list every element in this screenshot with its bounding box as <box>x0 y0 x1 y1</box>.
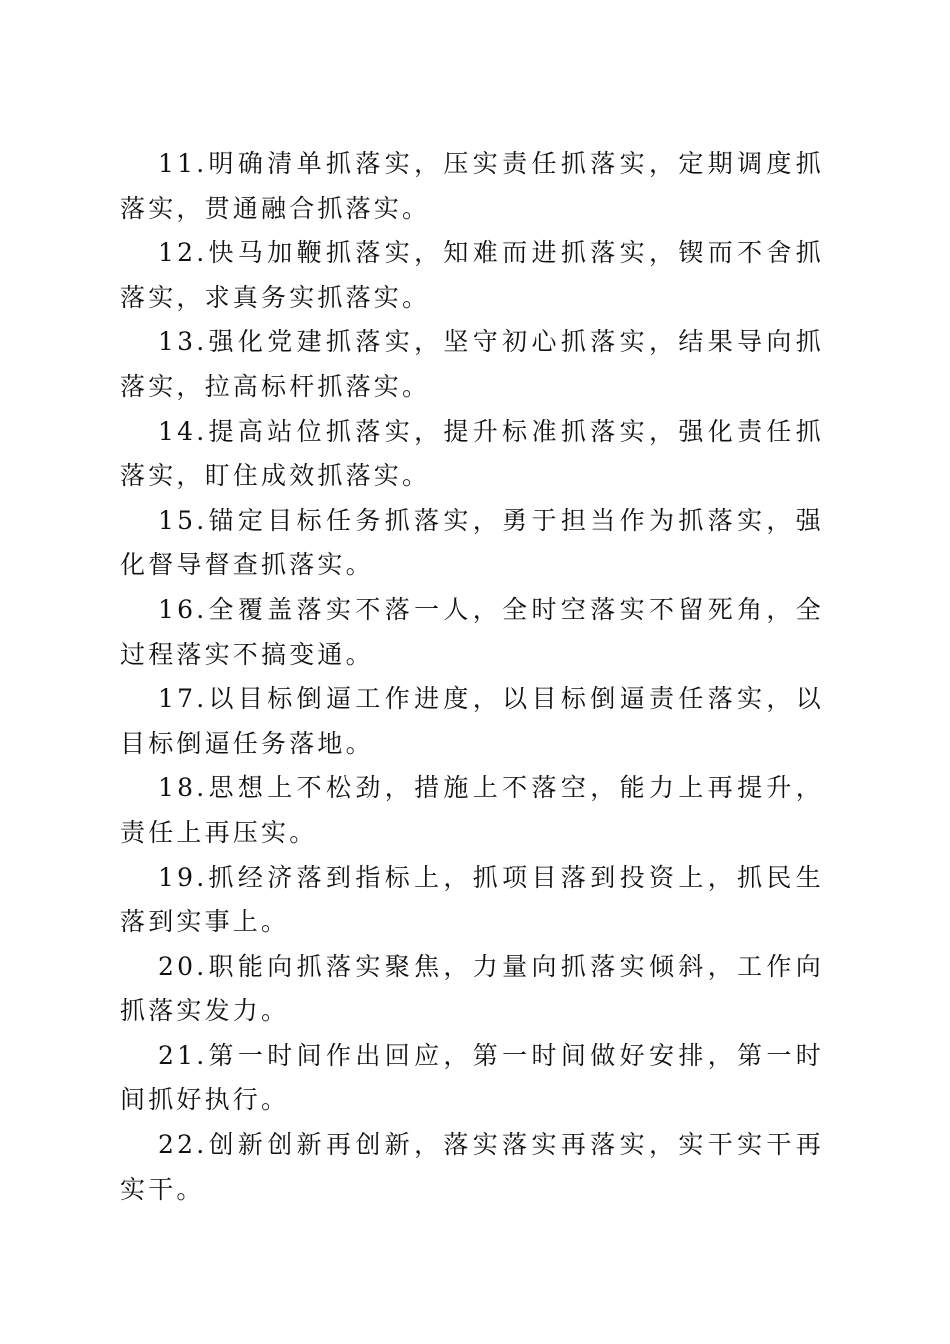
paragraph-16: 16.全覆盖落实不落一人，全时空落实不留死角，全过程落实不搞变通。 <box>120 594 824 669</box>
paragraph-19: 19.抓经济落到指标上，抓项目落到投资上，抓民生落到实事上。 <box>120 862 824 937</box>
paragraph-22: 22.创新创新再创新，落实落实再落实，实干实干再实干。 <box>120 1130 824 1204</box>
paragraph-12: 12.快马加鞭抓落实，知难而进抓落实，锲而不舍抓落实，求真务实抓落实。 <box>120 238 824 312</box>
paragraph-21: 21.第一时间作出回应，第一时间做好安排，第一时间抓好执行。 <box>120 1040 824 1115</box>
paragraph-11: 11.明确清单抓落实，压实责任抓落实，定期调度抓落实，贯通融合抓落实。 <box>120 149 824 223</box>
document-body <box>120 142 824 1212</box>
paragraph-20: 20.职能向抓落实聚焦，力量向抓落实倾斜，工作向抓落实发力。 <box>120 951 824 1026</box>
paragraph-18: 18.思想上不松劲，措施上不落空，能力上再提升，责任上再压实。 <box>120 773 824 847</box>
paragraph-15: 15.锚定目标任务抓落实，勇于担当作为抓落实，强化督导督查抓落实。 <box>120 505 824 580</box>
paragraph-13: 13.强化党建抓落实，坚守初心抓落实，结果导向抓落实，拉高标杆抓落实。 <box>120 327 824 401</box>
paragraph-17: 17.以目标倒逼工作进度，以目标倒逼责任落实，以目标倒逼任务落地。 <box>120 684 824 758</box>
paragraph-14: 14.提高站位抓落实，提升标准抓落实，强化责任抓落实，盯住成效抓落实。 <box>120 416 824 491</box>
